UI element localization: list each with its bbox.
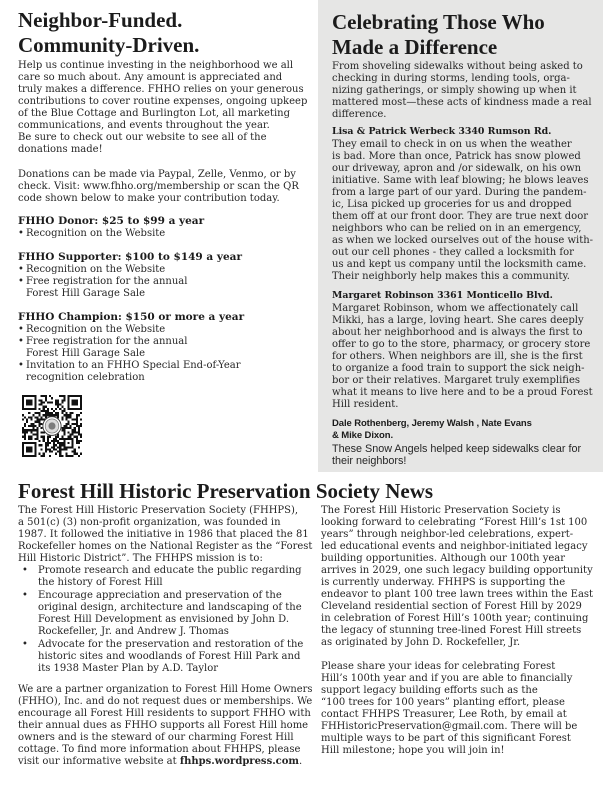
paragraph-line: Hill’s 100th year and if you are able to financially [321, 673, 573, 684]
news-left-column [18, 505, 312, 768]
tier-benefit [18, 228, 314, 240]
donations-intro [18, 60, 314, 156]
story-line: Margaret Robinson, whom we affectionately call [332, 303, 579, 314]
mission-line: Forest Hill Development as envisioned by John D. [38, 614, 290, 625]
benefit-line: Forest Hill Garage Sale [26, 288, 146, 299]
donations-column [18, 8, 314, 457]
fhhps-intro [18, 505, 312, 565]
paragraph-line: Hill milestone; hope you will join in! [321, 745, 505, 756]
story-line: initiative. Same with leaf blowing; he blows leaves [332, 175, 589, 186]
benefit-line: recognition celebration [26, 372, 145, 383]
news-title-line: Forest Hill Historic Preservation Society News [18, 479, 434, 503]
paragraph-line: as originated by John D. Rockefeller, Jr. [321, 637, 521, 648]
story-line: Their neighborly help makes this a community. [332, 271, 570, 282]
paragraph-line: donations made! [18, 144, 103, 155]
paragraph-line: We are a partner organization to Forest Hill Home Owners [18, 684, 313, 695]
share-paragraph [321, 661, 597, 757]
mission-item [18, 639, 312, 675]
paragraph-line: code shown below to make your contribution today. [18, 193, 280, 204]
qr-code-icon [22, 395, 82, 457]
honoree-story [332, 303, 596, 411]
story-line: neighbors who can be relied on in an emergency, [332, 223, 582, 234]
honoree-name [332, 418, 596, 442]
news-section-title [18, 479, 598, 503]
mission-line: the history of Forest Hill [38, 577, 163, 588]
story-line: to organize a food train to support the sick neigh- [332, 363, 585, 374]
benefit-line: • Recognition on the Website [26, 264, 166, 275]
tier-donor [18, 214, 314, 240]
paragraph-line: building opportunities. Although our 100th year [321, 553, 566, 564]
paragraph-line: Rockefeller homes on the National Register as the “Forest [18, 541, 313, 552]
honoree-name-line: Margaret Robinson 3361 Monticello Blvd. [332, 290, 553, 301]
paragraph-line: endeavor to plant 100 tree lawn trees within the East [321, 589, 594, 600]
story-line: our driveway, apron and /or sidewalk, on his own [332, 163, 582, 174]
qr-logo [43, 417, 61, 436]
story-line: for others. When neighbors are ill, she is the first [332, 351, 583, 362]
story-line: Hill resident. [332, 399, 399, 410]
partner-lines [18, 684, 312, 756]
paragraph-line: Help us continue investing in the neighborhood we all [18, 60, 294, 71]
paragraph-line: truly makes a difference. FHHO relies on your generous [18, 84, 304, 95]
story-line: ic, Lisa picked up groceries for us and dropped [332, 199, 572, 210]
paragraph-line: in celebration of Forest Hill’s 100th year; continuing [321, 613, 589, 624]
website-suffix: . [299, 756, 303, 767]
paragraph-line: led educational events and neighbor-initiated legacy [321, 541, 588, 552]
tier-benefit [18, 324, 314, 336]
benefit-line: • Free registration for the annual [26, 336, 188, 347]
story-line: Mikki, has a large, loving heart. She cares deeply [332, 315, 584, 326]
paragraph-line: contact FHHPS Treasurer, Lee Roth, by email at [321, 709, 567, 720]
mission-line: • Advocate for the preservation and restoration of the [38, 639, 304, 650]
how-to-give [18, 169, 314, 205]
benefit-line: • Free registration for the annual [26, 276, 188, 287]
paragraph-line: “100 trees for 100 years” planting effort, please [321, 697, 565, 708]
paragraph-line: care so much about. Any amount is appreciated and [18, 72, 283, 83]
paragraph-line: checking in during storms, lending tools, orga- [332, 73, 570, 84]
paragraph-line: Be sure to check out our website to see all of the [18, 132, 267, 143]
paragraph-line: multiple ways to be part of this significant Forest [321, 733, 571, 744]
story-line: their neighbors! [332, 455, 407, 467]
honoree-name-line: Dale Rothenberg, Jeremy Walsh , Nate Evans [332, 418, 532, 429]
story-line: offer to go to the store, pharmacy, or grocery store [332, 339, 591, 350]
paragraph-line: years” through neighbor-led celebrations, expert- [321, 529, 574, 540]
title-line: Neighbor-Funded. [18, 8, 183, 32]
tier-benefit [18, 276, 314, 300]
story-line: what it means to live here and to be a proud Forest [332, 387, 593, 398]
story-line: out our cell phones - they called a locksmith for [332, 247, 574, 258]
paragraph-line: Please share your ideas for celebrating Forest [321, 661, 556, 672]
mission-line: original design, architecture and landscaping of the [38, 602, 302, 613]
benefit-line: • Invitation to an FHHO Special End-of-Year [26, 360, 241, 371]
tier-benefit [18, 264, 314, 276]
benefit-line: • Recognition on the Website [26, 324, 166, 335]
paragraph-line: The Forest Hill Historic Preservation Society (FHHPS), [18, 505, 299, 516]
title-line: Community-Driven. [18, 33, 200, 57]
tier-name: FHHO Champion: $150 or more a year [18, 311, 245, 323]
paragraph-line: The Forest Hill Historic Preservation Society is [321, 505, 561, 516]
paragraph-line: From shoveling sidewalks without being asked to [332, 61, 583, 72]
mission-line: historic sites and woodlands of Forest Hill Park and [38, 651, 301, 662]
paragraph-line: mattered most—these acts of kindness made a real [332, 97, 592, 108]
title-line: Made a Difference [332, 35, 498, 59]
honoree-name [332, 126, 596, 138]
tier-champion [18, 310, 314, 384]
mission-line: Rockefeller, Jr. and Andrew J. Thomas [38, 626, 229, 637]
mission-line: • Encourage appreciation and preservation of the [38, 590, 282, 601]
honoree-story [332, 443, 596, 467]
qr-code [22, 395, 82, 457]
website-line [18, 756, 312, 768]
paragraph-line: communications, and events throughout the year. [18, 120, 270, 131]
honoree-name-line: Lisa & Patrick Werbeck 3340 Rumson Rd. [332, 126, 552, 137]
paragraph-line: (FHHO), Inc. and do not request dues or memberships. We [18, 696, 313, 707]
partner-paragraph [18, 684, 312, 768]
paragraph-line: Hill Historic District”. The FHHPS mission is to: [18, 553, 263, 564]
paragraph-line: cottage. To find more information about FHHPS, please [18, 744, 301, 755]
story-line: is bad. More than once, Patrick has snow plowed [332, 151, 581, 162]
paragraph-line: is currently underway. FHHPS is supporting the [321, 577, 566, 588]
story-line: as when we locked ourselves out of the house with- [332, 235, 594, 246]
tier-benefit [18, 336, 314, 360]
paragraph-line: nizing gatherings, or simply showing up when it [332, 85, 577, 96]
honoree-robinson [332, 290, 596, 411]
title-line: Celebrating Those Who [332, 10, 545, 34]
mission-item [18, 590, 312, 638]
benefit-line: Forest Hill Garage Sale [26, 348, 146, 359]
centennial-paragraph [321, 505, 597, 649]
paragraph-line: FHHistoricPreservation@gmail.com. There will be [321, 721, 578, 732]
story-line: They email to check in on us when the weather [332, 139, 572, 150]
honoree-snow-angels [332, 418, 596, 467]
paragraph-line: looking forward to celebrating “Forest Hill’s 1st 100 [321, 517, 588, 528]
honoree-story [332, 139, 596, 283]
paragraph-line: their annual dues as FHHO supports all Forest Hill home [18, 720, 309, 731]
celebrating-intro [332, 61, 596, 121]
tier-name: FHHO Supporter: $100 to $149 a year [18, 251, 242, 263]
mission-line: • Promote research and educate the public regarding [38, 565, 302, 576]
paragraph-line: check. Visit: www.fhho.org/membership or scan the QR [18, 181, 299, 192]
story-line: them off at our front door. They are true next door [332, 211, 588, 222]
news-right-column [321, 505, 597, 757]
benefit-line: • Recognition on the Website [26, 228, 166, 239]
story-line: bor or their relatives. Margaret truly exemplifies [332, 375, 581, 386]
story-line: from a large part of our yard. During the pandem- [332, 187, 587, 198]
tier-supporter [18, 250, 314, 300]
paragraph-line: contributions to cover routine expenses, ongoing upkeep [18, 96, 308, 107]
donations-title [18, 8, 314, 58]
honoree-werbeck [332, 126, 596, 283]
paragraph-line: Cleveland residential section of Forest Hill by 2029 [321, 601, 582, 612]
paragraph-line: Donations can be made via Paypal, Zelle, Venmo, or by [18, 169, 296, 180]
paragraph-line: a 501(c) (3) non-profit organization, was founded in [18, 517, 281, 528]
story-line: about her neighborhood and is always the first to [332, 327, 583, 338]
paragraph-line: owners and is the steward of our charming Forest Hill [18, 732, 294, 743]
mission-item [18, 565, 312, 589]
paragraph-line: 1987. It followed the initiative in 1986 that placed the 81 [18, 529, 309, 540]
celebrating-title [332, 10, 596, 60]
paragraph-line: of the Blue Cottage and Burlington Lot, all marketing [18, 108, 290, 119]
website-prefix: visit our informative website at [18, 756, 180, 767]
story-line: us and kept us company until the locksmith came. [332, 259, 587, 270]
website-url: fhhps.wordpress.com [179, 756, 300, 767]
mission-line: its 1938 Master Plan by A.D. Taylor [38, 663, 219, 674]
honoree-name [332, 290, 596, 302]
celebrating-column [332, 10, 596, 467]
paragraph-line: the legacy of stunning tree-lined Forest Hill streets [321, 625, 582, 636]
paragraph-line: encourage all Forest Hill residents to support FHHO with [18, 708, 311, 719]
paragraph-line: support legacy building efforts such as the [321, 685, 538, 696]
story-line: These Snow Angels helped keep sidewalks clear for [332, 443, 582, 455]
paragraph-line: difference. [332, 109, 387, 120]
tier-name: FHHO Donor: $25 to $99 a year [18, 215, 205, 227]
tier-benefit [18, 360, 314, 384]
honoree-name-line: & Mike Dixon. [332, 430, 393, 441]
paragraph-line: arrives in 2029, one such legacy building opportunity [321, 565, 593, 576]
